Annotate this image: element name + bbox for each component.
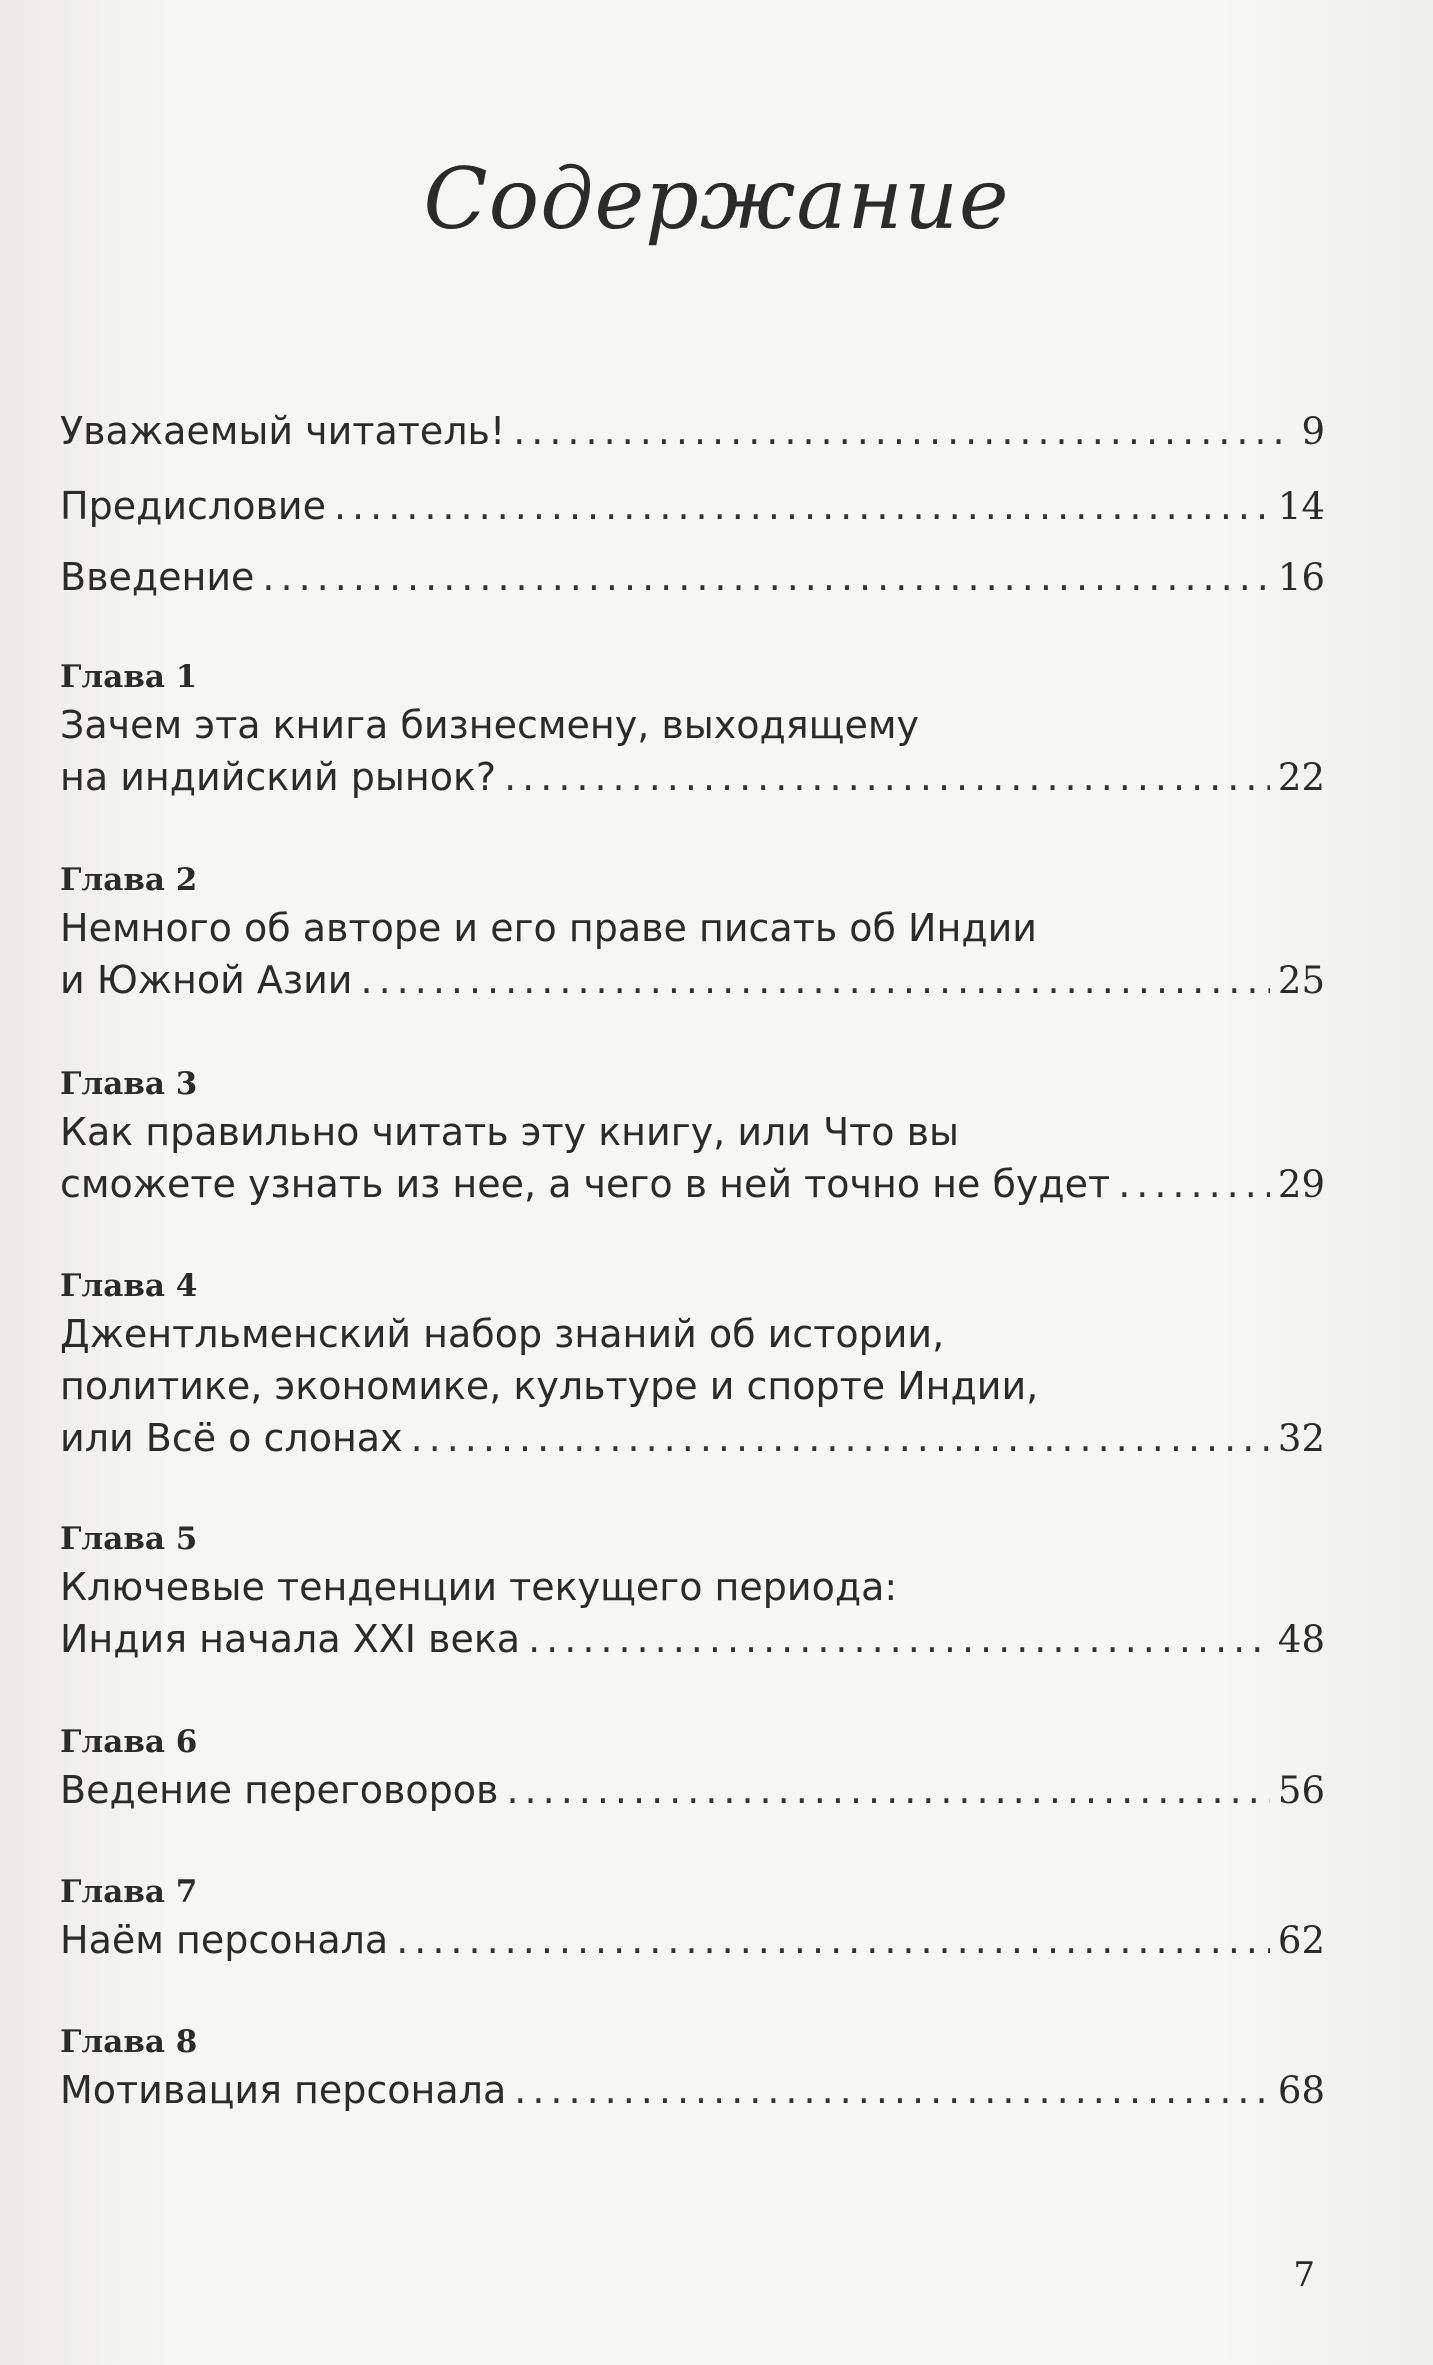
chapter-title-line: и Южной Азии — [60, 958, 353, 1002]
chapter-label: Глава 4 — [60, 1268, 198, 1304]
chapter-title-line: Зачем эта книга бизнесмену, выходящему — [60, 703, 919, 747]
toc-page-number: 62 — [1277, 1919, 1325, 1962]
toc-entry-line — [60, 1613, 1325, 1665]
dot-leader — [1118, 1158, 1270, 1210]
dot-leader — [513, 405, 1281, 457]
toc-entry — [60, 405, 1325, 457]
dot-leader — [262, 551, 1269, 603]
bleed-through-text — [560, 80, 570, 115]
toc-entry-line — [60, 1158, 1325, 1210]
chapter-title-line: Наём персонала — [60, 1918, 389, 1962]
dot-leader — [396, 1914, 1270, 1966]
page-title: Содержание — [423, 150, 1010, 248]
toc-page-number: 22 — [1277, 756, 1325, 799]
chapter-title-line: Мотивация персонала — [60, 2068, 507, 2112]
toc-page-number: 14 — [1277, 485, 1325, 528]
toc-entry-line — [60, 1764, 1325, 1816]
chapter-title-line: Немного об авторе и его праве писать об Индии — [60, 906, 1037, 950]
toc-entry-title: Уважаемый читатель! — [60, 409, 506, 453]
chapter-title-line: Ведение переговоров — [60, 1768, 499, 1812]
chapter-title-line: Индия начала XXI века — [60, 1617, 521, 1661]
toc-page-number: 56 — [1277, 1769, 1325, 1812]
toc-chapter-7 — [60, 1870, 1325, 1966]
chapter-title-line: или Всё о слонах — [60, 1416, 403, 1460]
toc-page-number: 29 — [1277, 1163, 1325, 1206]
chapter-label: Глава 2 — [60, 862, 198, 898]
chapter-label: Глава 1 — [60, 659, 198, 695]
toc-entry-line — [60, 1914, 1325, 1966]
chapter-label: Глава 7 — [60, 1874, 198, 1910]
toc-chapter-2 — [60, 858, 1325, 1006]
toc-entry-line — [60, 2064, 1325, 2116]
dot-leader — [361, 954, 1270, 1006]
chapter-label: Глава 8 — [60, 2024, 198, 2060]
toc-entry-line — [60, 1412, 1325, 1464]
toc-entry-line — [60, 751, 1325, 803]
chapter-title-line: сможете узнать из нее, а чего в ней точно не будет — [60, 1162, 1111, 1206]
dot-leader — [506, 1764, 1269, 1816]
toc-page-number: 48 — [1277, 1618, 1325, 1661]
toc-page-number: 16 — [1277, 556, 1325, 599]
toc-page-number: 25 — [1277, 959, 1325, 1002]
chapter-label: Глава 3 — [60, 1066, 198, 1102]
toc-chapter-3 — [60, 1062, 1325, 1210]
chapter-label: Глава 6 — [60, 1724, 198, 1760]
chapter-title-line: политике, экономике, культуре и спорте Индии, — [60, 1364, 1039, 1408]
toc-entry-line — [60, 954, 1325, 1006]
toc-chapter-6 — [60, 1720, 1325, 1816]
toc-chapter-8 — [60, 2020, 1325, 2116]
toc-entry-line — [60, 551, 1325, 603]
toc-entry-line — [60, 480, 1325, 532]
toc-entry-title: Введение — [60, 555, 255, 599]
chapter-title-line: Как правильно читать эту книгу, или Что вы — [60, 1110, 960, 1154]
toc-chapter-4 — [60, 1264, 1325, 1464]
toc-chapter-1 — [60, 655, 1325, 803]
toc-entry — [60, 551, 1325, 603]
toc-chapter-5 — [60, 1517, 1325, 1665]
dot-leader — [504, 751, 1270, 803]
chapter-title-line: Джентльменский набор знаний об истории, — [60, 1312, 945, 1356]
toc-page-number: 68 — [1277, 2069, 1325, 2112]
chapter-title-line: на индийский рынок? — [60, 755, 497, 799]
dot-leader — [411, 1412, 1270, 1464]
dot-leader — [528, 1613, 1270, 1665]
toc-entry-title: Предисловие — [60, 484, 326, 528]
dot-leader — [334, 480, 1270, 532]
dot-leader — [514, 2064, 1270, 2116]
toc-entry — [60, 480, 1325, 532]
chapter-label: Глава 5 — [60, 1521, 198, 1557]
toc-page-number: 9 — [1301, 410, 1325, 453]
chapter-title-line: Ключевые тенденции текущего периода: — [60, 1565, 898, 1609]
toc-page-number: 32 — [1277, 1417, 1325, 1460]
page-number: 7 — [1293, 2255, 1315, 2295]
toc-entry-line — [60, 405, 1325, 457]
